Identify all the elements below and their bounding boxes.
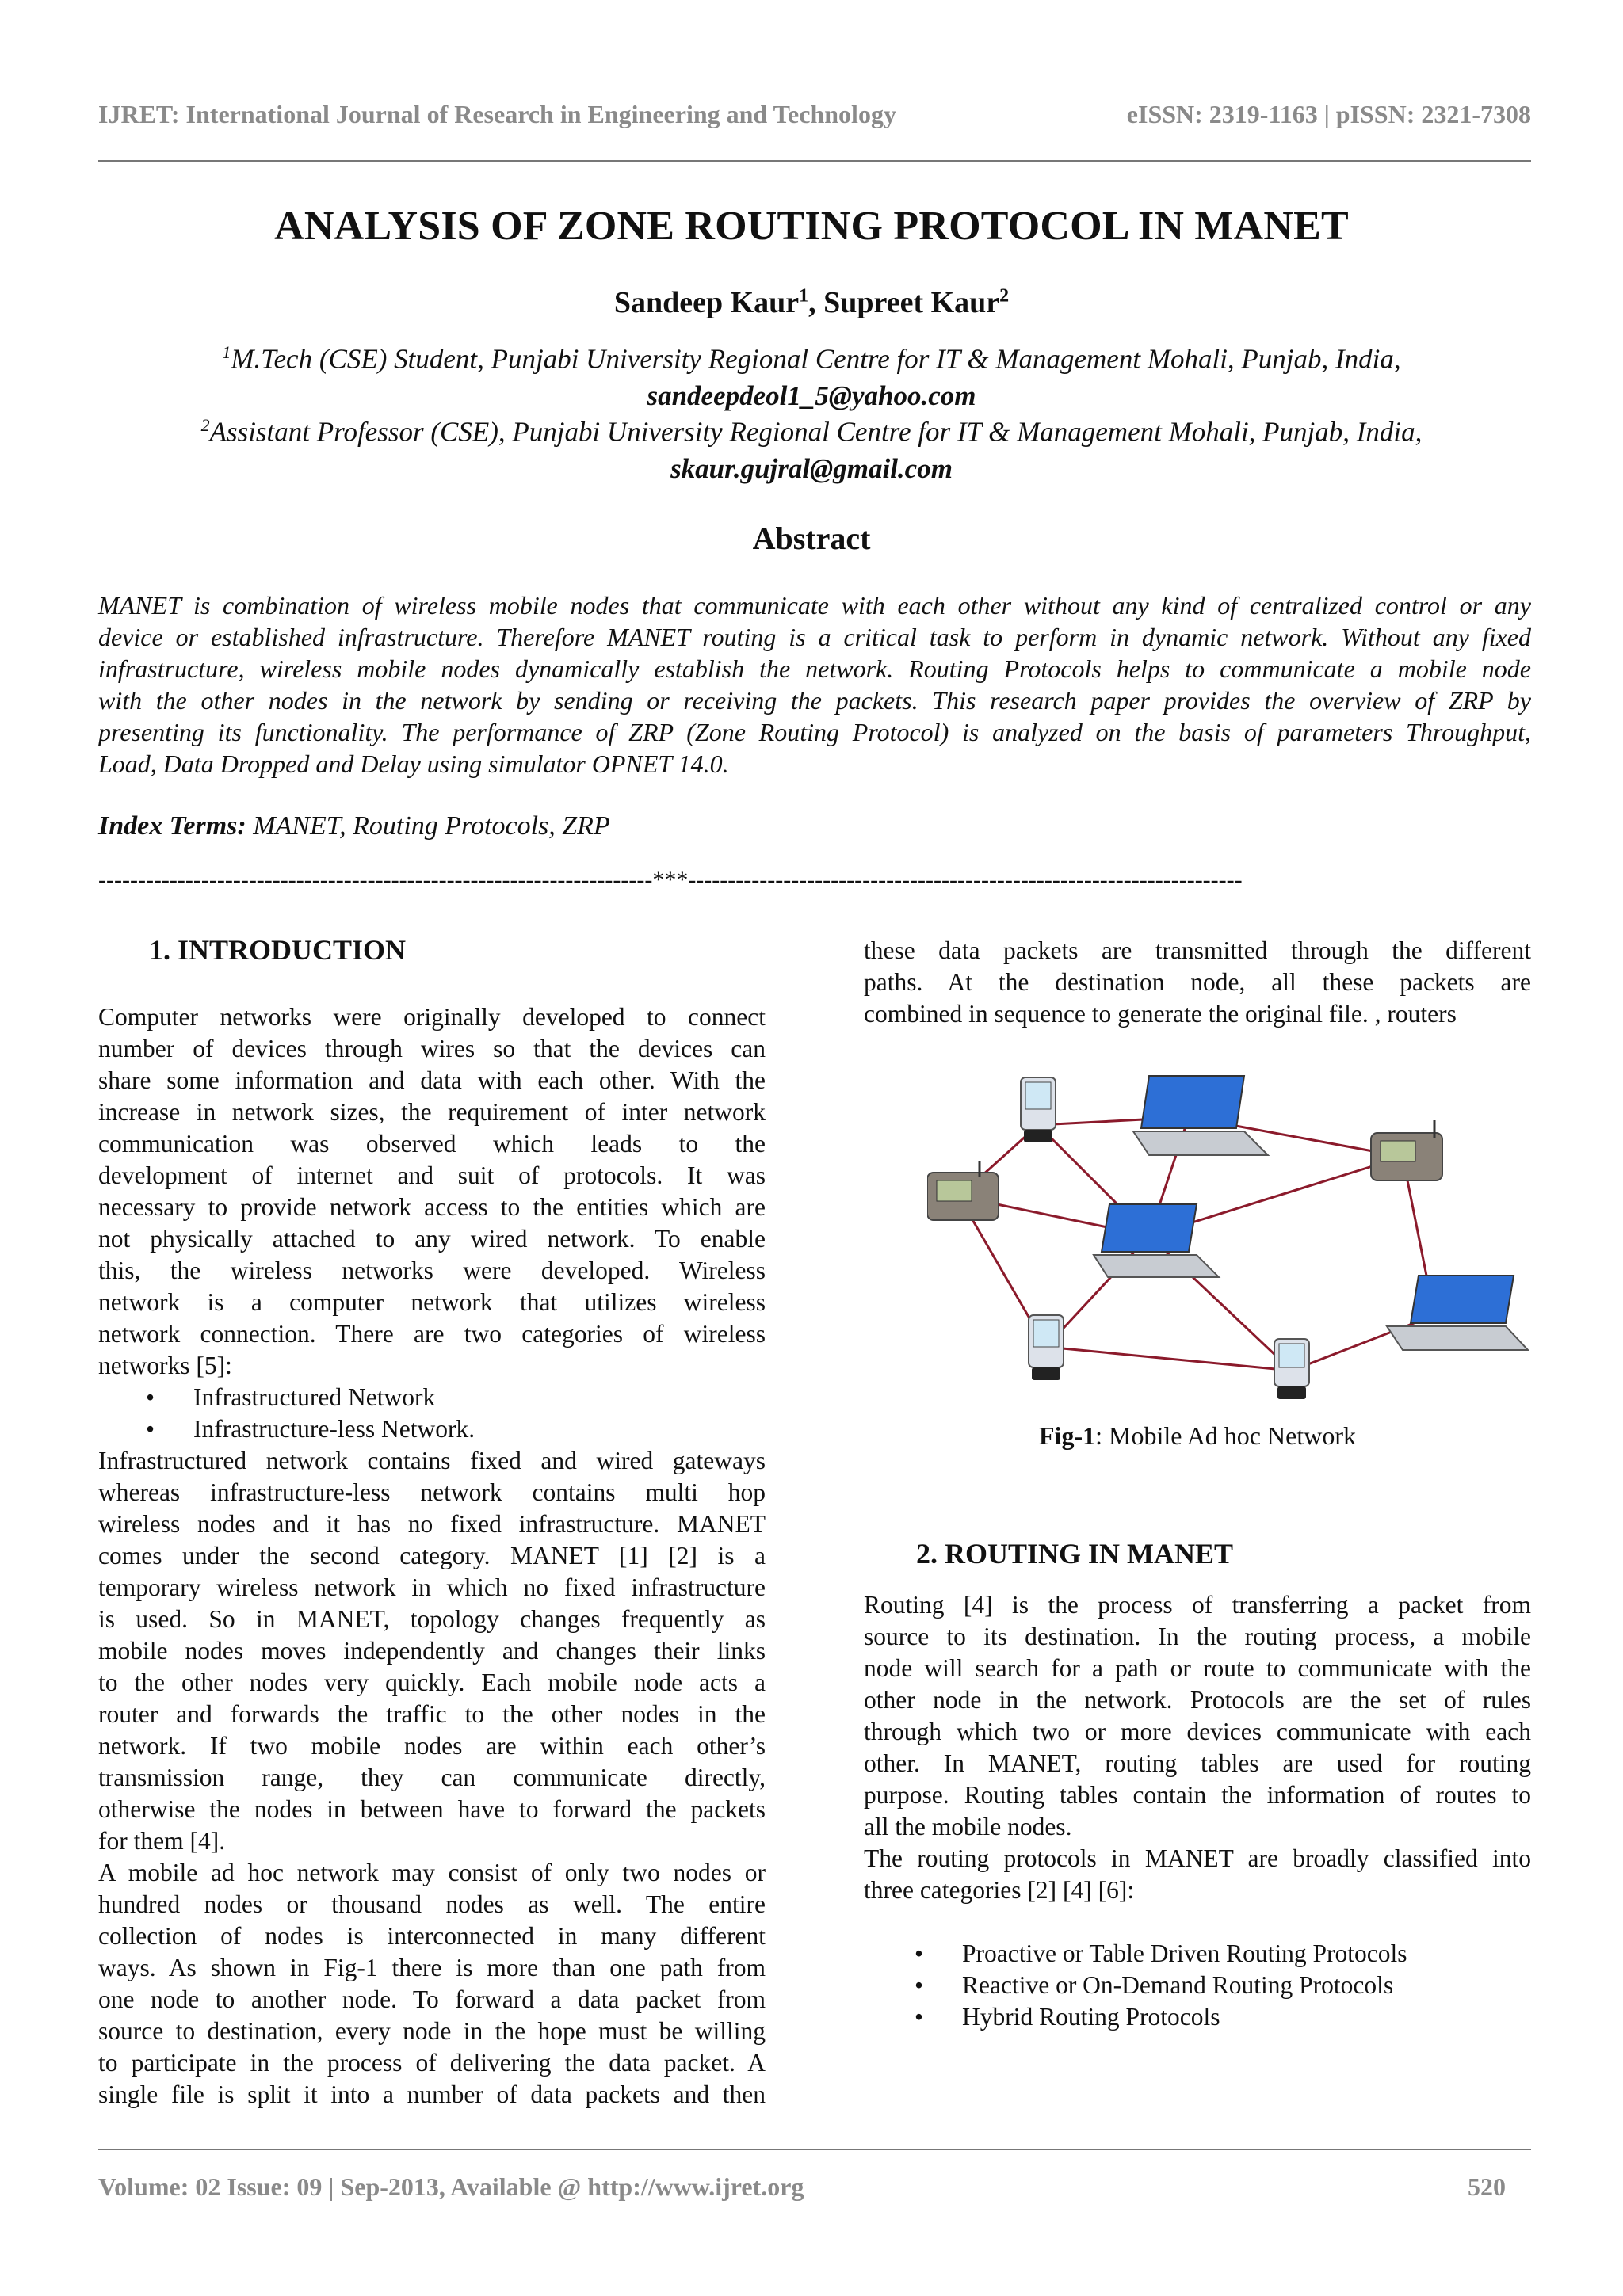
section-1-heading: 1. INTRODUCTION [149,934,407,966]
pda-icon [1029,1315,1064,1380]
body-line: share some information and data with each other. With the [98,1066,766,1094]
index-terms-text: MANET, Routing Protocols, ZRP [246,811,610,841]
abstract-body [98,589,1531,780]
body-line: single file is split it into a number of data packets and then [98,2081,766,2108]
body-line: number of devices through wires so that the devices can [98,1035,766,1062]
bullet-text: Infrastructured Network [193,1383,436,1411]
body-line: this, the wireless networks were developed. Wireless [98,1257,766,1284]
figure-caption [864,1421,1531,1451]
communicator-icon [1371,1120,1442,1180]
body-line: comes under the second category. MANET [1] [2] is a [98,1542,766,1569]
journal-header: IJRET: International Journal of Research in Engineering and Technology [98,100,896,128]
bullet-item: • Proactive or Table Driven Routing Protocols [915,1939,1407,1967]
body-line: to participate in the process of delivering the data packet. A [98,2049,766,2077]
body-line: not physically attached to any wired network. To enable [98,1225,766,1253]
author-2-mark: 2 [999,285,1010,307]
column-2-continuation [864,935,1531,1030]
affiliation-2-text: Assistant Professor (CSE), Punjabi University Regional Centre for IT & Management Mohali, Punjab, India, [209,416,1423,448]
bullet-text: Hybrid Routing Protocols [962,2003,1220,2031]
body-line: network. If two mobile nodes are within each other’s [98,1732,766,1760]
section-2-heading: 2. ROUTING IN MANET [916,1538,1234,1569]
section-separator: ----------------------------------------------------------------------***---------------------------------------------------------------------- [98,867,1243,893]
author-line: Sandeep Kaur$^1$, Supreet Kaur$^2$ [613,285,1010,319]
body-line: Computer networks were originally developed to connect [98,1003,766,1031]
bullet-text: Proactive or Table Driven Routing Protocols [962,1939,1407,1967]
body-line: these data packets are transmitted through the different [864,936,1531,964]
body-line: ways. As shown in Fig-1 there is more than one path from [98,1954,766,1981]
abstract-line: infrastructure, wireless mobile nodes dynamically establish the network. Routing Protocols helps to communicate a mobile node [98,654,1531,683]
body-line: source to its destination. In the routing process, a mobile [864,1623,1531,1650]
body-line: networks [5]: [98,1352,232,1379]
paper-title: ANALYSIS OF ZONE ROUTING PROTOCOL IN MANET [274,204,1349,249]
index-terms-label: Index Terms: [98,811,246,841]
header-rule [98,160,1531,162]
spacer [864,1906,1531,1938]
body-line: node will search for a path or route to communicate with the [864,1654,1531,1682]
body-line: necessary to provide network access to the entities which are [98,1193,766,1221]
body-line: through which two or more devices communicate with each [864,1718,1531,1745]
abstract-line: Load, Data Dropped and Delay using simulator OPNET 14.0. [98,749,729,778]
index-terms [98,811,610,841]
section-2-body [864,1589,1531,2033]
bullet-item: • Infrastructure-less Network. [146,1415,475,1443]
footer-rule [98,2149,1531,2150]
body-line: collection of nodes is interconnected in many different [98,1922,766,1950]
author-1-mark: 1 [799,285,809,307]
author-2: Supreet Kaur [823,286,1000,319]
body-line: to the other nodes very quickly. Each mobile node acts a [98,1669,766,1696]
figure-caption-text: : Mobile Ad hoc Network [1095,1421,1356,1450]
body-line: paths. At the destination node, all these packets are [864,968,1531,996]
affiliation-1-text: M.Tech (CSE) Student, Punjabi University Regional Centre for IT & Management Mohali, Punjab, India, [231,343,1401,375]
body-line: increase in network sizes, the requirement of inter network [98,1098,766,1126]
bullet-item: • Reactive or On-Demand Routing Protocols [915,1971,1394,1999]
body-line: mobile nodes moves independently and changes their links [98,1637,766,1665]
body-line: all the mobile nodes. [864,1813,1072,1840]
body-line: Routing [4] is the process of transferring a packet from [864,1591,1531,1619]
section-1-body [98,1001,766,2111]
body-line: other node in the network. Protocols are the set of rules [864,1686,1531,1714]
pda-icon [1274,1339,1309,1399]
page-number: 520 [1468,2172,1506,2201]
body-line: communication was observed which leads to the [98,1130,766,1158]
body-line: is used. So in MANET, topology changes frequently as [98,1605,766,1633]
body-line: temporary wireless network in which no fixed infrastructure [98,1573,766,1601]
issn-header: eISSN: 2319-1163 | pISSN: 2321-7308 [1126,100,1531,128]
body-line: development of internet and suit of protocols. It was [98,1161,766,1189]
bullet-text: Infrastructure-less Network. [193,1415,475,1443]
bullet-item: • Infrastructured Network [146,1383,436,1411]
body-line: otherwise the nodes in between have to forward the packets [98,1795,766,1823]
body-line: network connection. There are two categories of wireless [98,1320,766,1348]
body-line: transmission range, they can communicate directly, [98,1764,766,1791]
link-line [1046,1347,1292,1371]
body-line: router and forwards the traffic to the other nodes in the [98,1700,766,1728]
body-line: one node to another node. To forward a data packet from [98,1985,766,2013]
body-line: network is a computer network that utilizes wireless [98,1288,766,1316]
abstract-line: with the other nodes in the network by sending or receiving the packets. This research paper provides the overview of ZRP by [98,686,1531,715]
bullet-item: • Hybrid Routing Protocols [915,2003,1220,2031]
body-line: combined in sequence to generate the original file. , routers [864,1000,1457,1028]
author-2-email[interactable]: skaur.gujral@gmail.com [670,453,953,484]
body-line: Infrastructured network contains fixed and wired gateways [98,1447,766,1474]
manet-network-figure [927,1062,1529,1410]
body-line: for them [4]. [98,1827,226,1855]
bullet-text: Reactive or On-Demand Routing Protocols [962,1971,1394,1999]
laptop-icon [1387,1276,1528,1350]
body-line: wireless nodes and it has no fixed infrastructure. MANET [98,1510,766,1538]
body-line: hundred nodes or thousand nodes as well. The entire [98,1890,766,1918]
abstract-line: device or established infrastructure. Therefore MANET routing is a critical task to perform in dynamic network. Without any fixed [98,623,1531,651]
affiliation-2-mark: 2 [200,415,210,435]
body-line: A mobile ad hoc network may consist of only two nodes or [98,1859,766,1886]
abstract-heading: Abstract [752,521,871,556]
body-line: whereas infrastructure-less network contains multi hop [98,1478,766,1506]
abstract-line: presenting its functionality. The performance of ZRP (Zone Routing Protocol) is analyzed on the basis of parameters Throughput, [98,718,1531,746]
body-line: purpose. Routing tables contain the information of routes to [864,1781,1531,1809]
laptop-icon [1133,1076,1268,1155]
affiliation-2 [0,415,1623,448]
body-line: three categories [2] [4] [6]: [864,1876,1135,1904]
footer-volume: Volume: 02 Issue: 09 | Sep-2013, Available @ http://www.ijret.org [98,2172,804,2201]
affiliation-1 [0,342,1623,376]
laptop-icon [1094,1204,1219,1277]
figure-label: Fig-1 [1039,1421,1096,1450]
body-line: The routing protocols in MANET are broadly classified into [864,1844,1531,1872]
author-1-email[interactable]: sandeepdeol1_5@yahoo.com [647,380,976,411]
body-line: source to destination, every node in the hope must be willing [98,2017,766,2045]
abstract-line: MANET is combination of wireless mobile nodes that communicate with each other without any kind of centralized control or any [98,591,1531,620]
pda-icon [1021,1077,1056,1142]
body-line: other. In MANET, routing tables are used for routing [864,1749,1531,1777]
affiliation-1-mark: 1 [222,342,231,362]
author-1: Sandeep Kaur [613,286,800,319]
